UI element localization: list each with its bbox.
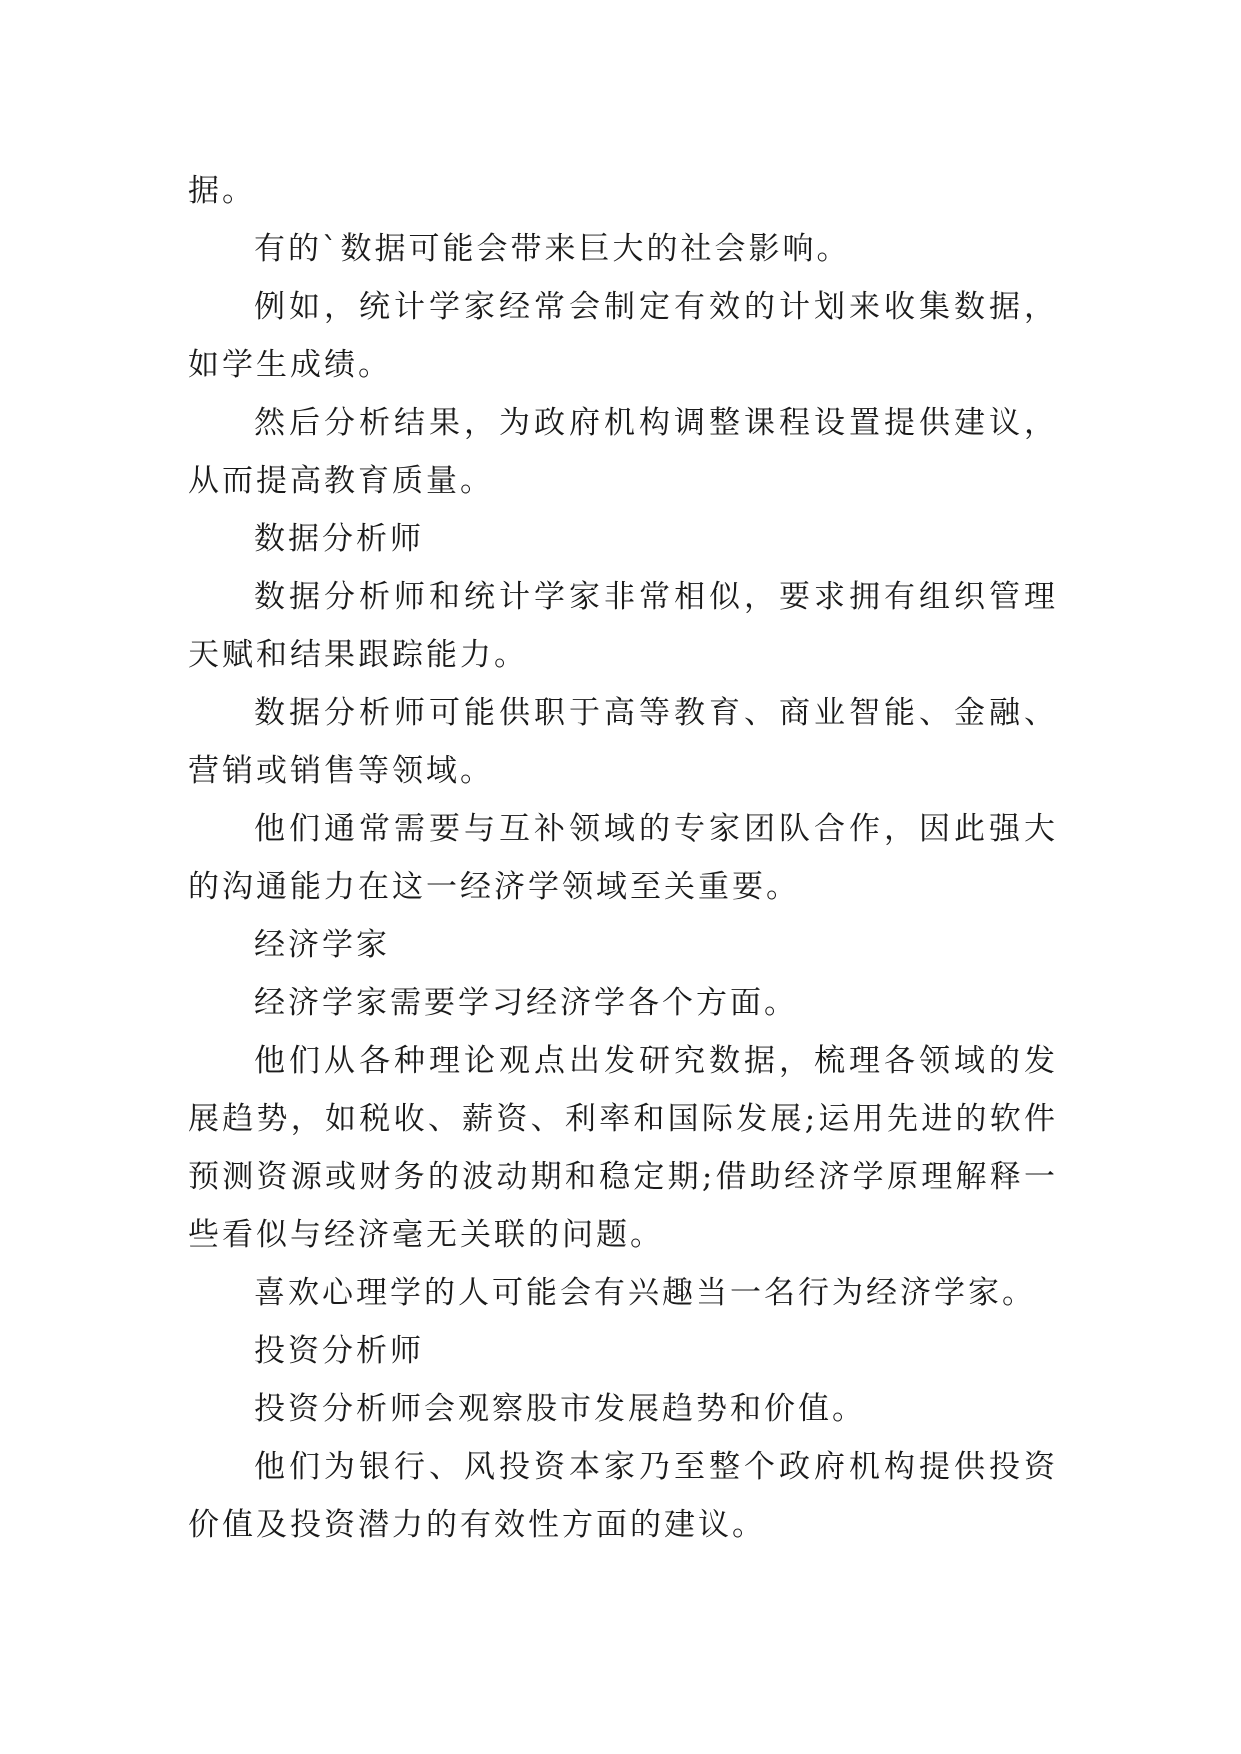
section-heading: 经济学家 [254, 927, 390, 963]
paragraph: 他们通常需要与互补领域的专家团队合作，因此强大的沟通能力在这一经济学领域至关重要。 [188, 811, 1058, 905]
paragraph: 数据分析师和统计学家非常相似，要求拥有组织管理天赋和结果跟踪能力。 [188, 579, 1058, 673]
paragraph: 经济学家需要学习经济学各个方面。 [254, 985, 798, 1021]
paragraph: 然后分析结果，为政府机构调整课程设置提供建议，从而提高教育质量。 [188, 405, 1058, 499]
paragraph: 他们从各种理论观点出发研究数据，梳理各领域的发展趋势，如税收、薪资、利率和国际发展;运用先进的软件预测资源或财务的波动期和稳定期;借助经济学原理解释一些看似与经济毫无关联的问题。 [188, 1043, 1058, 1253]
paragraph: 据。 [188, 173, 256, 209]
section-heading: 投资分析师 [254, 1333, 424, 1369]
paragraph: 数据分析师可能供职于高等教育、商业智能、金融、营销或销售等领域。 [188, 695, 1058, 789]
paragraph: 他们为银行、风投资本家乃至整个政府机构提供投资价值及投资潜力的有效性方面的建议。 [188, 1449, 1058, 1543]
paragraph: 例如，统计学家经常会制定有效的计划来收集数据，如学生成绩。 [188, 289, 1058, 383]
section-heading: 数据分析师 [254, 521, 424, 557]
paragraph: 有的`数据可能会带来巨大的社会影响。 [254, 231, 851, 267]
paragraph: 喜欢心理学的人可能会有兴趣当一名行为经济学家。 [254, 1275, 1036, 1311]
paragraph: 投资分析师会观察股市发展趋势和价值。 [254, 1391, 866, 1427]
document-body [188, 162, 1058, 1554]
